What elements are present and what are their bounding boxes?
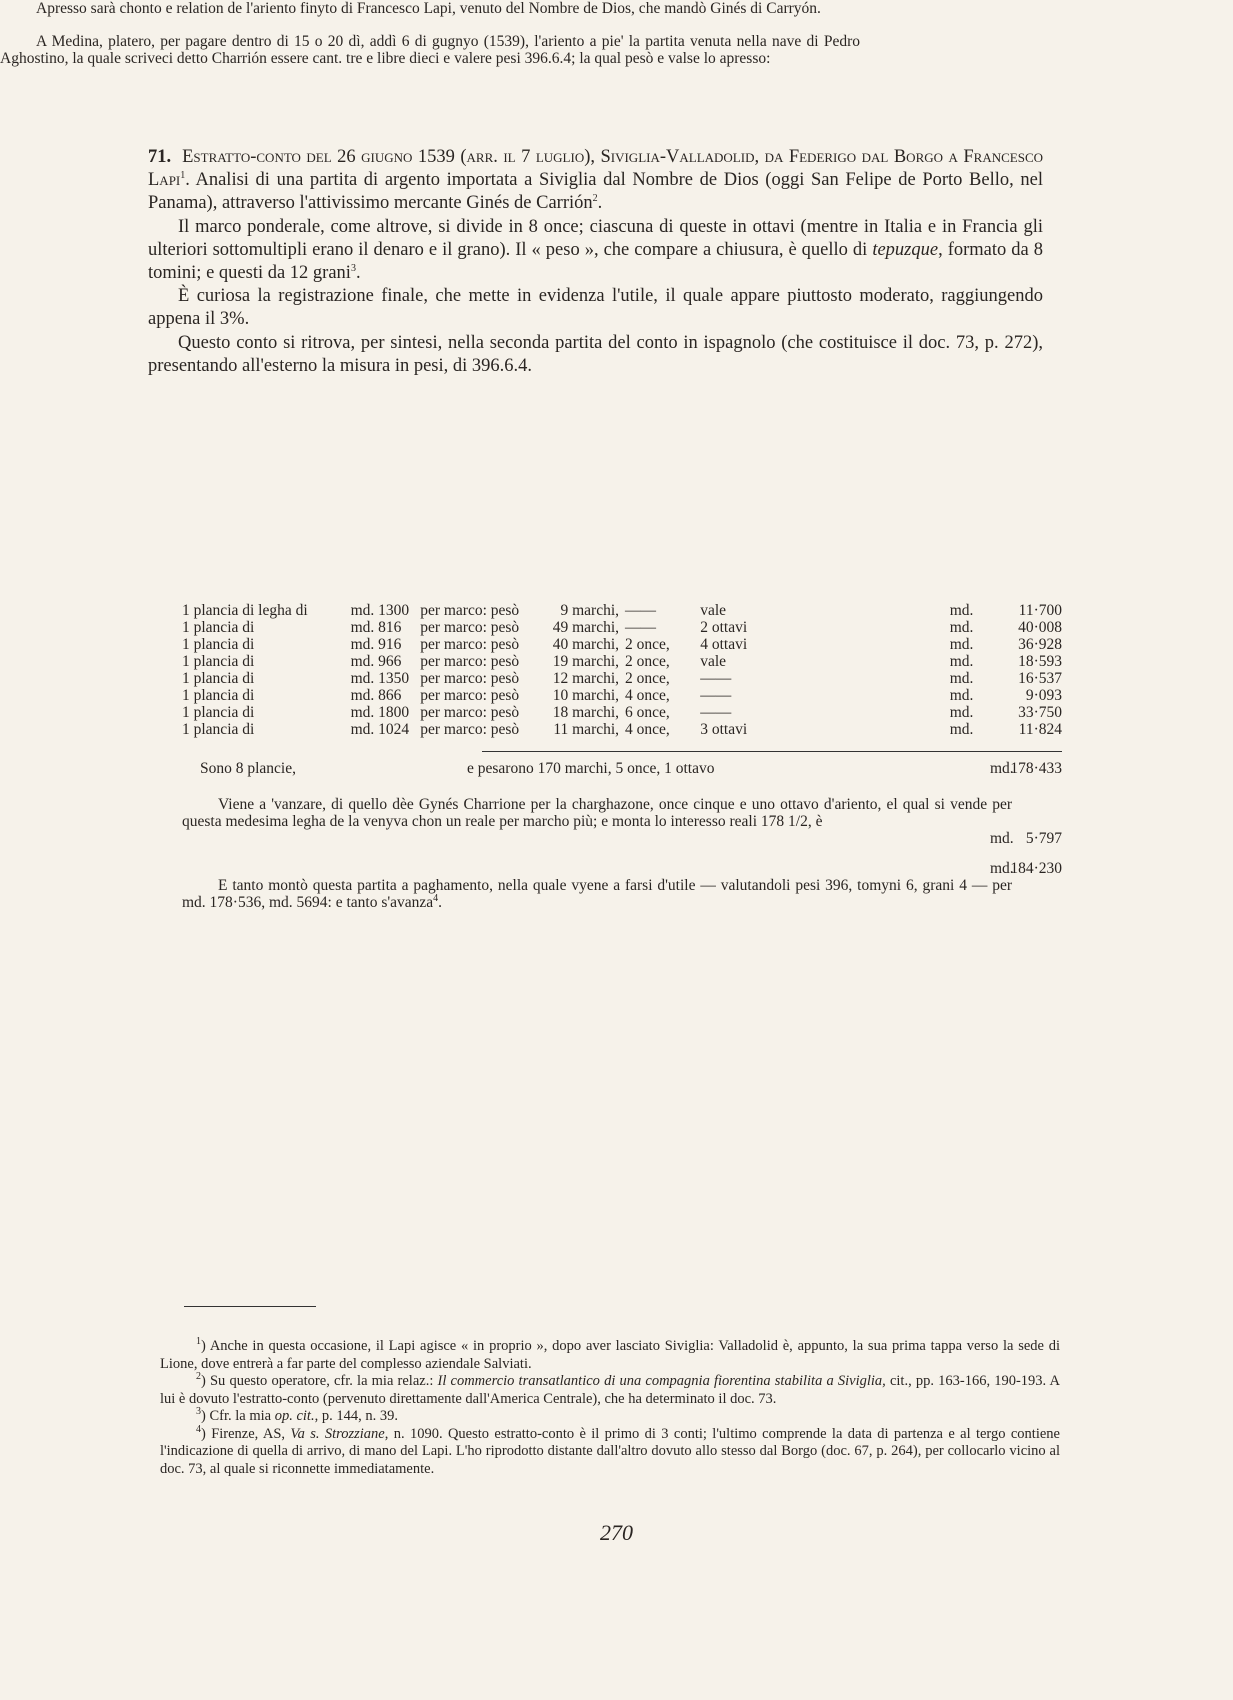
cell-cur: md.	[949, 704, 974, 721]
total-weight: e pesarono 170 marchi, 5 once, 1 ottavo	[467, 760, 715, 777]
cell-once: 2 once,	[625, 636, 670, 653]
footnote-text: Su questo operatore, cfr. la mia relaz.:	[209, 1373, 438, 1389]
table-row	[182, 636, 1062, 653]
footnote-rule	[184, 1306, 316, 1307]
grand-total-currency: md.	[990, 860, 1014, 877]
footnote: $^1$) Anche in questa occasione, il Lapi agisce « in proprio », dopo aver lasciato Siviglia: Valladolid è, appunto, la sua prima tappa verso la sede di Lione, dove entrerà a far parte del complesso aziendale Salviati.	[160, 1336, 1061, 1372]
cell-ottavi: ——	[700, 704, 732, 721]
footnote: $^2$) Su questo operatore, cfr. la mia relaz.: Il commercio transatlantico di una compagnia fiorentina stabilita a Siviglia, cit., pp. 163-166, 190-193. A lui è dovuto l'estratto-conto (pervenuto direttamente dall'America Centrale), che ha determinato il doc. 73.	[160, 1371, 1060, 1407]
document-number: 71.	[148, 147, 172, 167]
cell-once: ——	[625, 619, 657, 636]
punct: .	[597, 193, 603, 214]
cell-marchi: 10 marchi,	[552, 687, 620, 704]
cell-per: per marco: pesò	[420, 670, 520, 687]
document-heading	[148, 146, 1043, 216]
table-row	[182, 687, 1062, 704]
cell-cur: md.	[949, 619, 974, 636]
cell-ottavi: 4 ottavi	[700, 636, 748, 653]
page-number: 270	[600, 1520, 633, 1545]
cell-per: per marco: pesò	[420, 704, 520, 721]
cell-marchi: 9 marchi,	[560, 602, 620, 619]
cell-value: 16·537	[1018, 670, 1062, 687]
punct: .	[438, 894, 443, 911]
italic-term: tepuzque	[872, 239, 939, 260]
footnote-ref: 3	[350, 262, 356, 274]
table-row	[182, 619, 1062, 636]
account-table	[182, 602, 1062, 738]
cell-lega: md. 816	[350, 619, 402, 636]
footnote-text: Anche in questa occasione, il Lapi agisce « in proprio », dopo aver lasciato Siviglia: Valladolid è, appunto, la sua prima tappa verso la sede di Lione, dove entrerà a far parte del complesso aziendale Salviati.	[160, 1338, 1061, 1372]
table-row	[182, 704, 1062, 721]
text: E tanto montò questa partita a paghamento, nella quale vyene a farsi d'utile — valutandoli pesi 396, tomyni 6, grani 4 — per md. 178·536, md. 5694: e tanto s'avanza	[182, 877, 1012, 911]
footnote-ref: 1	[180, 170, 186, 182]
cell-lega: md. 1300	[350, 602, 410, 619]
cell-cur: md.	[949, 636, 974, 653]
cell-per: per marco: pesò	[420, 687, 520, 704]
footnote: $^3$) Cfr. la mia op. cit., p. 144, n. 39.	[196, 1406, 398, 1424]
cell-lega: md. 1024	[350, 721, 410, 738]
cell-lega: md. 1800	[350, 704, 410, 721]
footnote-italic: Va s. Strozziane	[290, 1425, 385, 1442]
cell-once: 4 once,	[625, 687, 670, 704]
footnote-mark: 4	[196, 1423, 201, 1435]
cell-cur: md.	[949, 653, 974, 670]
footnote-mark: 1	[196, 1336, 201, 1348]
footnote-mark: 3	[196, 1406, 201, 1418]
cell-value: 40·008	[1018, 619, 1062, 636]
cell-ottavi: vale	[700, 653, 727, 670]
cell-cur: md.	[949, 602, 974, 619]
cell-marchi: 12 marchi,	[552, 670, 620, 687]
cell-per: per marco: pesò	[420, 619, 520, 636]
table-row	[182, 602, 1062, 619]
footnote-ref: 2	[592, 193, 598, 205]
cell-value: 36·928	[1018, 636, 1062, 653]
cell-ottavi: 3 ottavi	[700, 721, 748, 738]
cell-cur: md.	[949, 687, 974, 704]
cell-cur: md.	[949, 721, 974, 738]
footnote-text: Cfr. la mia	[209, 1408, 275, 1424]
cell-value: 33·750	[1018, 704, 1062, 721]
cell-item: 1 plancia di	[182, 619, 255, 636]
cell-item: 1 plancia di	[182, 704, 255, 721]
footnotes	[160, 1338, 1060, 1478]
intro-section	[148, 146, 1043, 378]
cell-value: 18·593	[1018, 653, 1062, 670]
cell-lega: md. 966	[350, 653, 402, 670]
footnote-italic: Il commercio transatlantico di una compagnia fiorentina stabilita a Siviglia,	[437, 1373, 886, 1389]
document-paragraph: A Medina, platero, per pagare dentro di 15 o 20 dì, addì 6 di gugnyo (1539), l'ariento a pie' la partita venuta nella nave di Pedro Aghostino, la quale scriveci detto Charrión essere cant. tre e libre dieci e valere pesi 396.6.4; la qual pesò e valse lo apresso:	[0, 33, 860, 67]
document-title: Estratto-conto del 26 giugno 1539 (arr. il 7 luglio), Siviglia-Valladolid, da Federigo dal Borgo a Francesco Lapi	[148, 147, 1044, 191]
cell-lega: md. 1350	[350, 670, 410, 687]
cell-ottavi: ——	[700, 670, 732, 687]
interest-currency: md.	[990, 830, 1014, 847]
table-row	[182, 653, 1062, 670]
footnote-text: , n. 1090. Questo estratto-conto è il primo di 3 conti; l'ultimo comprende la data di partenza e al tergo contiene l'indicazione di quella di arrivo, di mano del Lapi. L'ho riprodotto distante dall'altro dovuto allo stesso dal Borgo (doc. 67, p. 264), per collocarlo vicino al doc. 73, al quale si riconnette immediatamente.	[160, 1425, 1060, 1477]
final-paragraph	[182, 877, 1012, 911]
footnote-italic: op. cit.	[274, 1408, 315, 1424]
footnote-text: cit., pp. 163-166, 190-193. A lui è dovuto l'estratto-conto (pervenuto direttamente dall'America Centrale), che ha determinato il doc. 73.	[160, 1373, 1060, 1407]
table-row	[182, 670, 1062, 687]
document-paragraph: Apresso sarà chonto e relation de l'ariento finyto di Francesco Lapi, venuto del Nombre de Dios, che mandò Ginés di Carryón.	[36, 0, 821, 17]
punct: .	[355, 263, 361, 284]
cell-marchi: 19 marchi,	[552, 653, 620, 670]
cell-value: 11·824	[1018, 721, 1062, 738]
interest-paragraph: Viene a 'vanzare, di quello dèe Gynés Charrione per la charghazone, once cinque e uno ottavo d'ariento, el qual si vende per questa medesima legha de la venyva chon un reale per marcho più; e monta lo interesso reali 178 1/2, è	[182, 796, 1012, 830]
cell-once: ——	[625, 602, 657, 619]
cell-per: per marco: pesò	[420, 602, 520, 619]
cell-per: per marco: pesò	[420, 721, 520, 738]
heading-description: . Analisi di una partita di argento importata a Siviglia dal Nombre de Dios (oggi San Felipe de Porto Bello, nel Panama), attraverso l'attivissimo mercante Ginés de Carrión	[148, 170, 1043, 214]
intro-paragraph	[148, 216, 1043, 286]
interest-value: 5·797	[1025, 830, 1062, 847]
table-row	[182, 721, 1062, 738]
text: , formato da 8 tomini; e questi da 12 grani	[148, 239, 1043, 284]
cell-marchi: 49 marchi,	[552, 619, 620, 636]
cell-once: 2 once,	[625, 653, 670, 670]
footnote-ref: 4	[433, 892, 439, 904]
cell-once: 2 once,	[625, 670, 670, 687]
footnote-text: Firenze, AS,	[211, 1425, 291, 1442]
cell-item: 1 plancia di	[182, 636, 255, 653]
total-currency: md.	[990, 760, 1014, 777]
cell-ottavi: 2 ottavi	[700, 619, 748, 636]
grand-total-value: 184·230	[1010, 860, 1062, 877]
document-conclusion	[182, 796, 1012, 830]
cell-ottavi: ——	[700, 687, 732, 704]
footnote: $^4$) Firenze, AS, Va s. Strozziane, n. 1090. Questo estratto-conto è il primo di 3 conti; l'ultimo comprende la data di partenza e al tergo contiene l'indicazione di quella di arrivo, di mano del Lapi. L'ho riprodotto distante dall'altro dovuto allo stesso dal Borgo (doc. 67, p. 264), per collocarlo vicino al doc. 73, al quale si riconnette immediatamente.	[160, 1423, 1060, 1477]
document-text	[0, 0, 860, 67]
cell-ottavi: vale	[700, 602, 727, 619]
total-value: 178·433	[1010, 760, 1062, 777]
cell-per: per marco: pesò	[420, 653, 520, 670]
cell-once: 6 once,	[625, 704, 670, 721]
total-label: Sono 8 plancie,	[200, 760, 296, 777]
cell-item: 1 plancia di	[182, 721, 255, 738]
cell-value: 9·093	[1025, 687, 1062, 704]
cell-item: 1 plancia di	[182, 670, 255, 687]
cell-lega: md. 866	[350, 687, 402, 704]
cell-once: 4 once,	[625, 721, 670, 738]
total-rule	[482, 751, 1062, 752]
footnote-text: , p. 144, n. 39.	[314, 1408, 398, 1424]
cell-item: 1 plancia di	[182, 687, 255, 704]
cell-marchi: 11 marchi,	[553, 721, 620, 738]
cell-marchi: 18 marchi,	[552, 704, 620, 721]
cell-lega: md. 916	[350, 636, 402, 653]
cell-marchi: 40 marchi,	[552, 636, 620, 653]
intro-paragraph: È curiosa la registrazione finale, che mette in evidenza l'utile, il quale appare piuttosto moderato, raggiungendo appena il 3%.	[148, 286, 1043, 330]
cell-item: 1 plancia di legha di	[182, 602, 308, 619]
footnote-mark: 2	[196, 1371, 201, 1383]
cell-item: 1 plancia di	[182, 653, 255, 670]
cell-per: per marco: pesò	[420, 636, 520, 653]
cell-value: 11·700	[1018, 602, 1062, 619]
text: Il marco ponderale, come altrove, si divide in 8 once; ciascuna di queste in ottavi (mentre in Italia e in Francia gli ulteriori sottomultipli erano il denaro e il grano). Il « peso », che compare a chiusura, è quello di	[148, 216, 1043, 260]
intro-paragraph: Questo conto si ritrova, per sintesi, nella seconda partita del conto in ispagnolo (che costituisce il doc. 73, p. 272), presentando all'esterno la misura in pesi, di 396.6.4.	[148, 332, 1043, 376]
cell-cur: md.	[949, 670, 974, 687]
